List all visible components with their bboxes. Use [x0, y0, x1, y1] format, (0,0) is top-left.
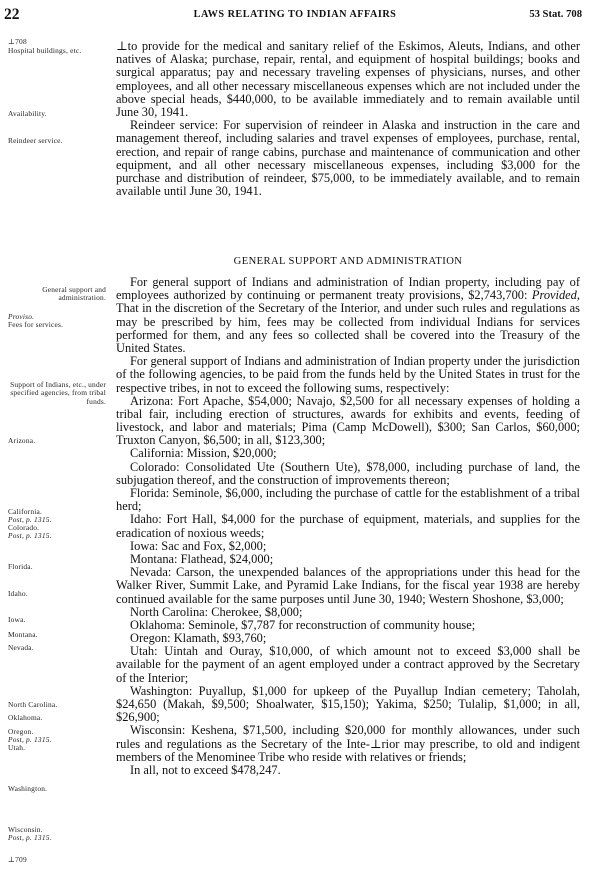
margin-note-wisconsin: Wisconsin.	[8, 825, 43, 834]
paragraph-idaho: Idaho: Fort Hall, $4,000 for the purchase of equipment, materials, and supplies for the eradication of noxious weeds;	[116, 512, 580, 540]
margin-note-california-post: Post, p. 1315.	[8, 515, 52, 524]
margin-note-colorado-post: Post, p. 1315.	[8, 531, 52, 540]
margin-note-iowa: Iowa.	[8, 615, 26, 624]
paragraph-oklahoma: Oklahoma: Seminole, $7,787 for reconstruction of community house;	[130, 617, 476, 632]
margin-note-california: California.	[8, 507, 43, 516]
margin-note-arizona: Arizona.	[8, 436, 36, 445]
margin-note-north-carolina: North Carolina.	[8, 700, 58, 709]
margin-note-oregon-post: Post, p. 1315.	[8, 735, 52, 744]
page-header	[0, 6, 590, 26]
paragraph-wisconsin: Wisconsin: Keshena, $71,500, including $20,000 for monthly allowances, under such rules and regulations as the Secretary of the Inte-⊥rior may prescribe, to old and indigent members of the Menominee Tribe who reside with relatives or friends;	[116, 723, 580, 764]
margin-note-hospital-buildings: Hospital buildings, etc.	[8, 46, 82, 55]
paragraph-arizona: Arizona: Fort Apache, $54,000; Navajo, $2,500 for all necessary expenses of holding a tribal fair, including erection of structures, awards for exhibits and events, feeding of livestock, and labor and materials; Pima (Camp McDowell), $300; San Carlos, $60,000; Truxton Canyon, $6,500; in all, $123,300;	[116, 393, 580, 448]
margin-note-nevada: Nevada.	[8, 643, 34, 652]
paragraph-general-support: For general support of Indians and administration of Indian property, including pay of employees authorized by continuing or permanent treaty provisions, $2,743,700: Provided, That in the discretion of the Secretary of the Interior, and under such rules and regulations as may be prescribed by him, fees may be collected from individual Indians for services performed for them, and any fees so collected shall be covered into the Treasury of the United States.	[116, 275, 580, 355]
paragraph-nevada: Nevada: Carson, the unexpended balances of the appropriations under this head for the Walker River, Summit Lake, and Pyramid Lake Indians, for the fiscal year 1938 are hereby continued available for the same purposes until June 30, 1940; Western Shoshone, $3,000;	[116, 565, 580, 606]
margin-note-reindeer-service: Reindeer service.	[8, 136, 63, 145]
margin-note-idaho: Idaho.	[8, 589, 28, 598]
paragraph-washington: Washington: Puyallup, $1,000 for upkeep of the Puyallup Indian cemetery; Taholah, $24,650 (Makah, $9,500; Shoalwater, $15,150); Yakima, $250; Tulalip, $1,000; in all, $26,900;	[116, 683, 580, 725]
paragraph-north-carolina: North Carolina: Cherokee, $8,000;	[130, 604, 303, 619]
margin-note-washington: Washington.	[8, 784, 48, 793]
paragraph-florida: Florida: Seminole, $6,000, including the purchase of cattle for the establishment of a tribal herd;	[116, 486, 580, 514]
body-text-main	[116, 276, 580, 777]
page-number: 22	[4, 6, 20, 23]
margin-note-page-break: ⊥708	[8, 37, 27, 46]
margin-note-utah: Utah.	[8, 743, 26, 752]
margin-note-proviso: Proviso.	[8, 312, 35, 321]
paragraph-iowa: Iowa: Sac and Fox, $2,000;	[130, 538, 267, 553]
margin-note-page-break-709: ⊥709	[8, 855, 27, 864]
paragraph-utah: Utah: Uintah and Ouray, $10,000, of which amount not to exceed $3,000 shall be available for the payment of an agent employed under a contract approved by the Secretary of the Interior;	[116, 644, 580, 685]
paragraph-california: California: Mission, $20,000;	[130, 446, 277, 461]
paragraph-oregon: Oregon: Klamath, $93,760;	[130, 631, 267, 646]
margin-note-florida: Florida.	[8, 562, 33, 571]
margin-note-fees: Fees for services.	[8, 320, 64, 329]
margin-note-tribal-funds: Support of Indians, etc., under specified agencies, from tribal funds.	[10, 380, 106, 406]
statute-reference: 53 Stat. 708	[529, 9, 582, 20]
margin-note-oklahoma: Oklahoma.	[8, 713, 43, 722]
running-title: LAWS RELATING TO INDIAN AFFAIRS	[193, 9, 397, 20]
body-text-top	[116, 40, 580, 198]
paragraph-tribal-funds: For general support of Indians and administration of Indian property under the jurisdiction of the following agencies, to be paid from the funds held by the United States in trust for the respective tribes, in not to exceed the following sums, respectively:	[116, 354, 580, 395]
paragraph-total: In all, not to exceed $478,247.	[130, 762, 281, 777]
margin-note-wisconsin-post: Post, p. 1315.	[8, 833, 52, 842]
section-heading: GENERAL SUPPORT AND ADMINISTRATION	[233, 256, 463, 267]
margin-note-montana: Montana.	[8, 630, 38, 639]
paragraph-reindeer-service: Reindeer service: For supervision of reindeer in Alaska and instruction in the care and management thereof, including salaries and travel expenses of employees, purchase, rental, erection, and repair of range cabins, purchase and maintenance of communication and other equipment, and all other necessary miscellaneous expenses, including $3,000 for the purchase and distribution of reindeer, $75,000, to be immediately available, and to remain available until June 30, 1941.	[116, 118, 580, 199]
paragraph-medical-relief: ⊥to provide for the medical and sanitary relief of the Eskimos, Aleuts, Indians, and other natives of Alaska; purchase, repair, rental, and equipment of hospital buildings; books and surgical apparatus; pay and necessary traveling expenses of physicians, nurses, and other employees, and all other necessary miscellaneous expenses which are not included under the above special heads, $440,000, to be available immediately and to remain available until June 30, 1941.	[116, 39, 580, 120]
margin-note-availability: Availability.	[8, 109, 47, 118]
margin-note-general-support: General support and administration.	[42, 285, 106, 303]
margin-note-colorado: Colorado.	[8, 523, 40, 532]
paragraph-montana: Montana: Flathead, $24,000;	[130, 551, 274, 566]
paragraph-colorado: Colorado: Consolidated Ute (Southern Ute), $78,000, including purchase of land, the subjugation thereof, and the construction of improvements thereon;	[116, 459, 580, 487]
margin-note-oregon: Oregon.	[8, 727, 34, 736]
